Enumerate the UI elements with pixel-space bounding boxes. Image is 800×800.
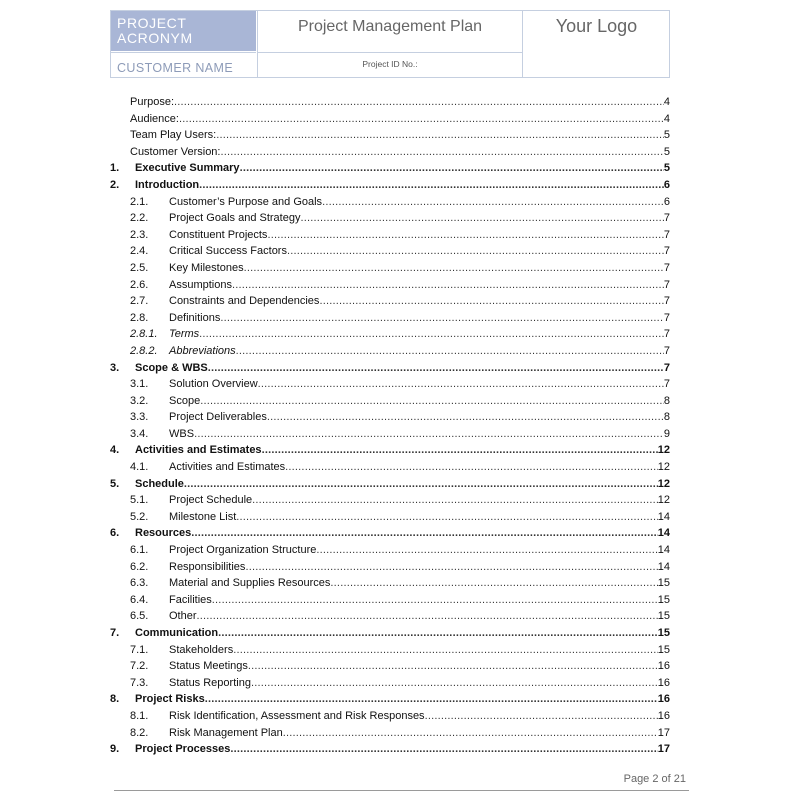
toc-entry-page: 15 — [657, 627, 670, 639]
toc-entry-number: 2.2. — [130, 212, 149, 225]
toc-entry-number: 2.5. — [130, 261, 149, 274]
toc-entry[interactable] — [110, 160, 670, 177]
logo-placeholder: Your Logo — [555, 16, 638, 36]
toc-entry[interactable] — [110, 442, 670, 459]
toc-entry-page: 15 — [657, 610, 670, 623]
toc-entry-page: 14 — [657, 527, 670, 540]
toc-entry-number: 6. — [110, 527, 120, 540]
document-title: Project Management Plan — [257, 11, 523, 52]
toc-entry-page: 7 — [663, 378, 670, 391]
toc-dot-leader — [236, 509, 657, 526]
toc-dot-leader — [425, 708, 658, 725]
toc-dot-leader — [251, 675, 658, 692]
toc-entry-number: 7.3. — [130, 676, 149, 689]
toc-dot-leader — [244, 260, 664, 277]
toc-dot-leader — [258, 376, 664, 393]
toc-entry-title: Audience: — [130, 112, 179, 125]
toc-entry-number: 1. — [110, 162, 120, 175]
toc-entry-title: Communication — [135, 627, 219, 639]
toc-entry[interactable] — [110, 127, 670, 144]
toc-entry-title: Resources — [135, 527, 192, 540]
toc-entry-page: 12 — [657, 477, 670, 490]
toc-entry[interactable] — [110, 243, 670, 260]
toc-entry-title: Activities and Estimates — [169, 461, 286, 474]
toc-dot-leader — [232, 277, 664, 294]
toc-entry[interactable] — [110, 509, 670, 526]
toc-entry-number: 6.2. — [130, 560, 149, 573]
toc-entry-number: 2. — [110, 178, 120, 191]
toc-entry-title: Introduction — [135, 178, 200, 191]
toc-entry[interactable] — [110, 658, 670, 675]
toc-entry[interactable] — [110, 326, 670, 343]
toc-entry[interactable] — [110, 725, 670, 742]
toc-dot-leader — [199, 326, 664, 343]
toc-entry-page: 8 — [663, 394, 670, 407]
toc-entry-page: 5 — [663, 162, 670, 175]
toc-entry[interactable] — [110, 227, 670, 244]
toc-entry[interactable] — [110, 559, 670, 576]
customer-name: CUSTOMER NAME — [111, 52, 256, 78]
toc-entry-number: 8. — [110, 693, 120, 706]
toc-entry-title: Definitions — [169, 311, 221, 324]
toc-entry[interactable] — [110, 625, 670, 642]
toc-entry-title: Facilities — [169, 593, 212, 606]
toc-dot-leader — [191, 525, 657, 542]
toc-dot-leader — [330, 575, 657, 592]
toc-entry-title: Project Processes — [135, 743, 231, 756]
toc-entry-title: Stakeholders — [169, 643, 234, 656]
toc-dot-leader — [220, 144, 663, 161]
toc-entry-number: 5.2. — [130, 510, 149, 523]
toc-entry-page: 4 — [663, 112, 670, 125]
toc-dot-leader — [194, 426, 664, 443]
toc-entry-number: 7. — [110, 627, 120, 639]
toc-entry-title: Scope & WBS — [135, 361, 208, 374]
toc-dot-leader — [300, 210, 663, 227]
toc-entry[interactable] — [110, 492, 670, 509]
toc-entry-title: Constraints and Dependencies — [169, 295, 320, 308]
toc-entry[interactable] — [110, 111, 670, 128]
toc-dot-leader — [216, 127, 664, 144]
toc-entry-page: 7 — [663, 361, 670, 374]
toc-entry-number: 8.1. — [130, 709, 149, 722]
toc-entry-number: 7.1. — [130, 643, 149, 656]
toc-entry-title: Responsibilities — [169, 560, 246, 573]
toc-dot-leader — [220, 310, 664, 327]
toc-entry-page: 15 — [657, 577, 670, 590]
toc-entry-page: 16 — [657, 709, 670, 722]
toc-entry-number: 9. — [110, 743, 120, 756]
toc-dot-leader — [262, 442, 658, 459]
toc-entry[interactable] — [110, 177, 670, 194]
toc-entry-number: 2.8.2. — [130, 344, 158, 357]
toc-entry[interactable] — [110, 94, 670, 111]
toc-entry-page: 7 — [663, 212, 670, 225]
toc-entry[interactable] — [110, 675, 670, 692]
toc-dot-leader — [248, 658, 658, 675]
toc-entry-number: 3.4. — [130, 427, 149, 440]
toc-entry[interactable] — [110, 360, 670, 377]
toc-entry-number: 3.3. — [130, 411, 149, 424]
toc-dot-leader — [184, 476, 658, 493]
toc-entry-title: Constituent Projects — [169, 228, 268, 241]
toc-entry-number: 2.8. — [130, 311, 149, 324]
toc-entry-page: 7 — [663, 344, 670, 357]
toc-entry[interactable] — [110, 575, 670, 592]
toc-entry[interactable] — [110, 459, 670, 476]
toc-entry-title: Scope — [169, 394, 201, 407]
toc-entry[interactable] — [110, 409, 670, 426]
toc-entry-title: Risk Management Plan — [169, 726, 283, 739]
toc-entry-title: Milestone List — [169, 510, 237, 523]
toc-dot-leader — [316, 542, 657, 559]
toc-entry[interactable] — [110, 277, 670, 294]
toc-entry[interactable] — [110, 376, 670, 393]
toc-dot-leader — [218, 625, 658, 642]
toc-entry-title: Customer Version: — [130, 145, 221, 158]
toc-dot-leader — [285, 459, 658, 476]
toc-entry[interactable] — [110, 608, 670, 625]
toc-entry-title: Critical Success Factors — [169, 245, 287, 258]
toc-entry-number: 6.4. — [130, 593, 149, 606]
toc-entry[interactable] — [110, 260, 670, 277]
toc-entry-number: 4.1. — [130, 461, 149, 474]
toc-dot-leader — [267, 227, 663, 244]
toc-entry[interactable] — [110, 144, 670, 161]
toc-entry-page: 14 — [657, 510, 670, 523]
toc-dot-leader — [240, 160, 664, 177]
toc-entry-page: 16 — [657, 693, 670, 706]
toc-entry-number: 2.8.1. — [130, 328, 158, 341]
toc-entry-title: Key Milestones — [169, 261, 244, 274]
toc-entry-title: Team Play Users: — [130, 129, 217, 142]
toc-entry-title: Project Organization Structure — [169, 544, 317, 557]
toc-dot-leader — [319, 293, 663, 310]
toc-entry[interactable] — [110, 343, 670, 360]
toc-entry[interactable] — [110, 592, 670, 609]
toc-entry-page: 16 — [657, 660, 670, 673]
toc-dot-leader — [200, 393, 664, 410]
toc-entry-page: 6 — [663, 195, 670, 208]
toc-entry[interactable] — [110, 310, 670, 327]
toc-entry-page: 12 — [657, 461, 670, 474]
toc-entry[interactable] — [110, 708, 670, 725]
toc-entry-title: Project Deliverables — [169, 411, 267, 424]
toc-entry[interactable] — [110, 741, 670, 758]
toc-entry[interactable] — [110, 210, 670, 227]
page-number: Page 2 of 21 — [623, 773, 686, 785]
toc-entry-title: Status Reporting — [169, 676, 251, 689]
toc-entry-number: 3. — [110, 361, 120, 374]
toc-entry-page: 15 — [657, 593, 670, 606]
toc-entry-page: 17 — [657, 726, 670, 739]
project-id-label: Project ID No.: — [257, 52, 523, 78]
toc-entry-page: 12 — [657, 494, 670, 507]
toc-entry-page: 7 — [663, 278, 670, 291]
toc-entry[interactable] — [110, 525, 670, 542]
toc-entry-number: 3.2. — [130, 394, 149, 407]
toc-entry-page: 7 — [663, 245, 670, 258]
footer-divider — [114, 790, 689, 791]
toc-dot-leader — [236, 343, 664, 360]
toc-dot-leader — [267, 409, 664, 426]
toc-entry-number: 2.1. — [130, 195, 149, 208]
toc-entry-title: Assumptions — [169, 278, 232, 291]
toc-dot-leader — [283, 725, 658, 742]
toc-dot-leader — [199, 177, 664, 194]
toc-dot-leader — [208, 360, 664, 377]
toc-entry-page: 6 — [663, 178, 670, 191]
toc-dot-leader — [212, 592, 658, 609]
toc-entry-page: 5 — [663, 145, 670, 158]
toc-entry[interactable] — [110, 476, 670, 493]
toc-entry-number: 6.3. — [130, 577, 149, 590]
toc-entry-page: 5 — [663, 129, 670, 142]
toc-dot-leader — [322, 194, 664, 211]
toc-entry-page: 17 — [657, 743, 670, 756]
toc-entry[interactable] — [110, 642, 670, 659]
toc-entry[interactable] — [110, 293, 670, 310]
toc-entry-number: 4. — [110, 444, 120, 457]
toc-dot-leader — [197, 608, 658, 625]
toc-entry-title: Project Risks — [135, 693, 205, 706]
toc-entry-page: 14 — [657, 560, 670, 573]
toc-entry[interactable] — [110, 542, 670, 559]
toc-entry-number: 3.1. — [130, 378, 149, 391]
toc-entry-page: 9 — [663, 427, 670, 440]
toc-entry[interactable] — [110, 194, 670, 211]
toc-entry[interactable] — [110, 426, 670, 443]
toc-entry-number: 7.2. — [130, 660, 149, 673]
toc-entry-title: Schedule — [135, 477, 184, 490]
toc-dot-leader — [179, 111, 664, 128]
toc-entry-number: 8.2. — [130, 726, 149, 739]
table-of-contents — [110, 94, 670, 758]
toc-entry-title: Purpose: — [130, 96, 175, 108]
toc-entry-number: 2.3. — [130, 228, 149, 241]
toc-entry-page: 7 — [663, 328, 670, 341]
toc-entry[interactable] — [110, 393, 670, 410]
toc-dot-leader — [205, 691, 658, 708]
toc-entry-title: Other — [169, 610, 197, 623]
toc-entry-number: 2.4. — [130, 245, 149, 258]
document-header — [110, 10, 670, 78]
toc-entry-title: Terms — [169, 328, 200, 341]
toc-entry-page: 8 — [663, 411, 670, 424]
toc-dot-leader — [174, 94, 664, 111]
toc-entry-title: Project Goals and Strategy — [169, 212, 301, 225]
toc-dot-leader — [233, 642, 658, 659]
toc-entry-number: 5.1. — [130, 494, 149, 507]
toc-entry-page: 7 — [663, 261, 670, 274]
toc-entry-title: Executive Summary — [135, 162, 240, 175]
toc-entry-page: 7 — [663, 311, 670, 324]
toc-entry-title: Abbreviations — [169, 344, 236, 357]
toc-entry-page: 7 — [663, 228, 670, 241]
toc-dot-leader — [230, 741, 657, 758]
toc-entry[interactable] — [110, 691, 670, 708]
toc-entry-page: 7 — [663, 295, 670, 308]
toc-entry-page: 15 — [657, 643, 670, 656]
toc-entry-page: 12 — [657, 444, 670, 457]
toc-entry-title: Project Schedule — [169, 494, 253, 507]
toc-entry-number: 6.1. — [130, 544, 149, 557]
toc-entry-title: Status Meetings — [169, 660, 248, 673]
toc-dot-leader — [252, 492, 658, 509]
toc-entry-number: 2.6. — [130, 278, 149, 291]
toc-dot-leader — [287, 243, 664, 260]
toc-entry-title: Risk Identification, Assessment and Risk Responses — [169, 709, 425, 722]
toc-entry-title: WBS — [169, 427, 195, 440]
toc-entry-title: Activities and Estimates — [135, 444, 262, 457]
toc-dot-leader — [245, 559, 657, 576]
toc-entry-title: Material and Supplies Resources — [169, 577, 331, 590]
toc-entry-page: 4 — [663, 96, 670, 108]
project-acronym: PROJECT ACRONYM — [111, 11, 256, 51]
toc-entry-title: Customer’s Purpose and Goals — [169, 195, 323, 208]
toc-entry-number: 2.7. — [130, 295, 149, 308]
toc-entry-title: Solution Overview — [169, 378, 258, 391]
toc-entry-page: 14 — [657, 544, 670, 557]
toc-entry-number: 6.5. — [130, 610, 149, 623]
toc-entry-number: 5. — [110, 477, 120, 490]
toc-entry-page: 16 — [657, 676, 670, 689]
